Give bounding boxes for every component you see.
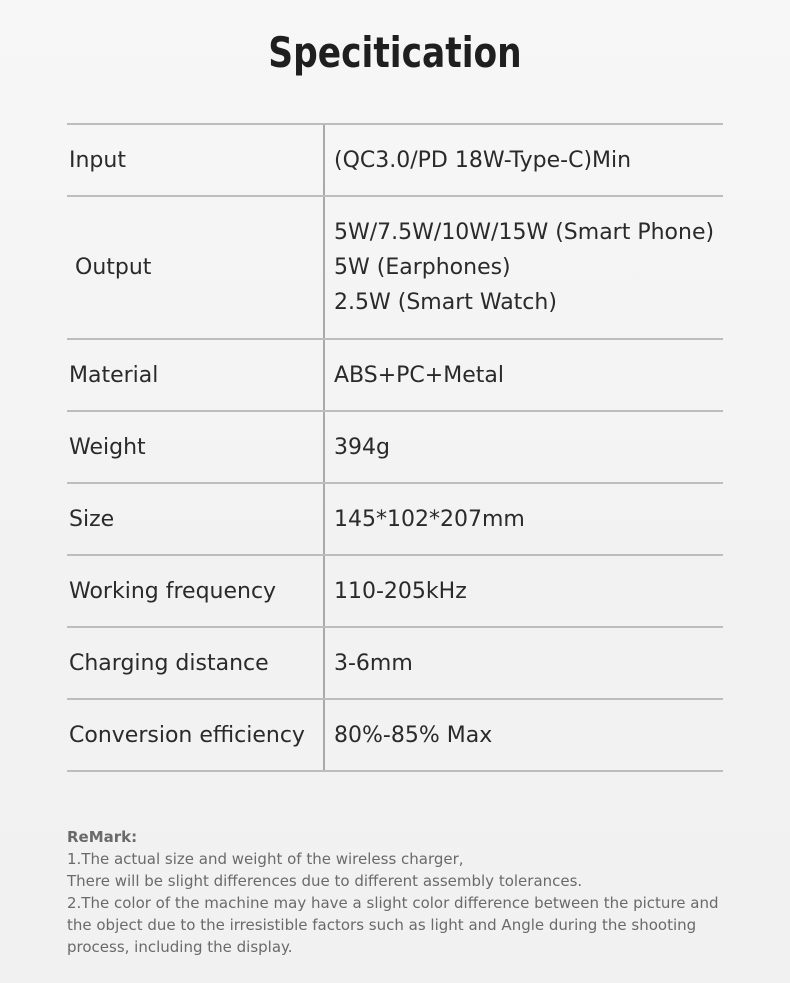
- spec-value-line: 80%-85% Max: [334, 722, 493, 748]
- column-divider: [323, 125, 325, 195]
- remark-line: process, including the display.: [67, 938, 293, 956]
- spec-row-conversion-efficiency: [67, 700, 723, 772]
- spec-value-line: 3-6mm: [334, 650, 413, 676]
- spec-row-weight: [67, 412, 723, 484]
- column-divider: [323, 556, 325, 626]
- remark-line: the object due to the irresistible factors such as light and Angle during the shooting: [67, 916, 697, 934]
- remark-section: [67, 826, 737, 958]
- spec-row-input: [67, 125, 723, 197]
- spec-value: [323, 215, 714, 320]
- column-divider: [323, 628, 325, 698]
- spec-value: [323, 646, 413, 681]
- spec-row-working-frequency: [67, 556, 723, 628]
- spec-label: Size: [69, 506, 115, 532]
- remark-heading: ReMark:: [67, 828, 138, 846]
- remark-line: 1.The actual size and weight of the wireless charger,: [67, 850, 464, 868]
- spec-row-output: [67, 197, 723, 340]
- spec-value-line: 110-205kHz: [334, 578, 467, 604]
- spec-value: [323, 502, 525, 537]
- spec-label: Conversion efficiency: [69, 722, 305, 748]
- spec-value-line: (QC3.0/PD 18W-Type-C)Min: [334, 147, 632, 173]
- spec-value: [323, 358, 504, 393]
- spec-row-material: [67, 340, 723, 412]
- spec-value-line: 5W/7.5W/10W/15W (Smart Phone): [334, 220, 715, 245]
- spec-table: [67, 123, 723, 772]
- column-divider: [323, 700, 325, 770]
- column-divider: [323, 412, 325, 482]
- spec-value: [323, 574, 467, 609]
- spec-label: Output: [75, 255, 152, 280]
- remark-line: There will be slight differences due to different assembly tolerances.: [67, 872, 583, 890]
- spec-label: Working frequency: [69, 578, 277, 604]
- spec-label: Input: [69, 147, 126, 173]
- spec-label: Weight: [69, 434, 146, 460]
- spec-value: [323, 718, 492, 753]
- spec-value: [323, 430, 390, 465]
- spec-value-line: 145*102*207mm: [334, 506, 525, 532]
- spec-value-line: 394g: [334, 434, 390, 460]
- remark-line: 2.The color of the machine may have a slight color difference between the picture and: [67, 894, 719, 912]
- spec-row-size: [67, 484, 723, 556]
- spec-value-line: 2.5W (Smart Watch): [334, 290, 557, 315]
- column-divider: [323, 340, 325, 410]
- spec-value: [323, 143, 631, 178]
- column-divider: [323, 484, 325, 554]
- spec-value-line: ABS+PC+Metal: [334, 362, 504, 388]
- spec-label: Material: [69, 362, 159, 388]
- spec-value-line: 5W (Earphones): [334, 255, 511, 280]
- column-divider: [323, 197, 325, 338]
- spec-label: Charging distance: [69, 650, 269, 676]
- page-title: Specitication: [268, 28, 522, 77]
- spec-row-charging-distance: [67, 628, 723, 700]
